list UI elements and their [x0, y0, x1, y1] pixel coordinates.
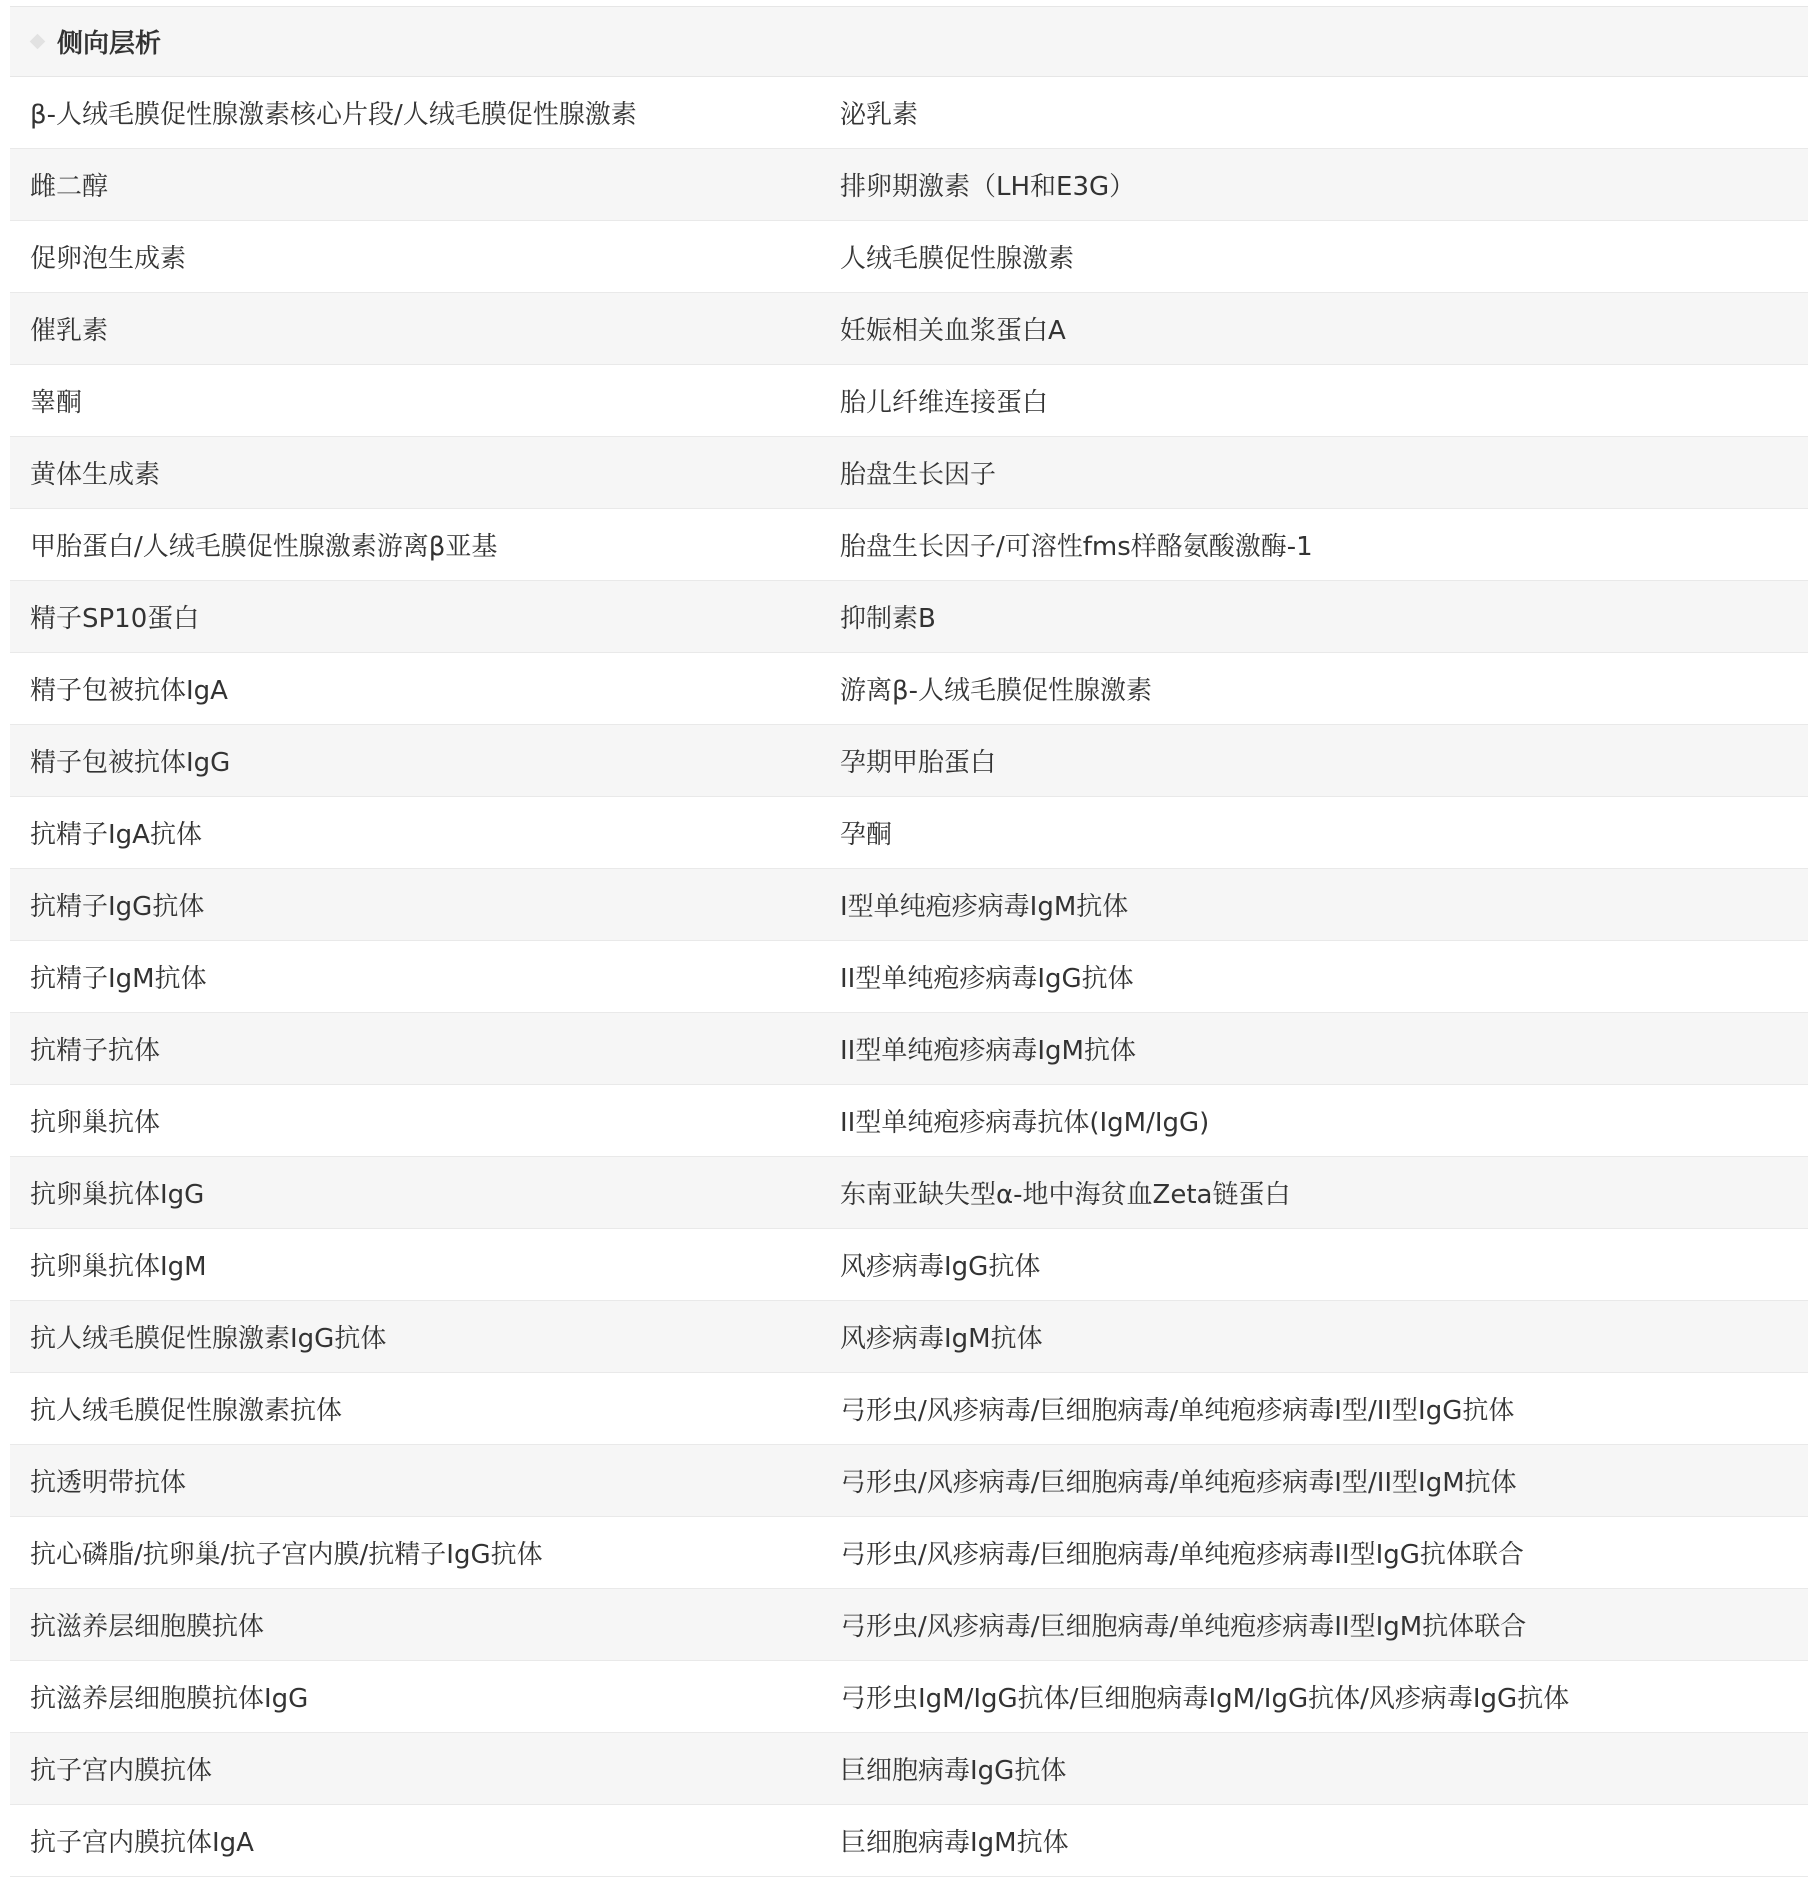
right-item: 弓形虫/风疹病毒/巨细胞病毒/单纯疱疹病毒II型IgM抗体联合	[840, 1612, 1527, 1642]
table-row	[10, 1445, 1808, 1517]
right-item: 人绒毛膜促性腺激素	[840, 244, 1075, 274]
left-item: 抗子宫内膜抗体	[30, 1756, 213, 1786]
table-row	[10, 1085, 1808, 1157]
right-item: II型单纯疱疹病毒抗体(IgM/IgG)	[840, 1108, 1210, 1138]
table-row	[10, 509, 1808, 581]
right-item: 排卵期激素（LH和E3G）	[840, 172, 1136, 202]
right-item: 巨细胞病毒IgG抗体	[840, 1756, 1067, 1786]
right-item: 东南亚缺失型α-地中海贫血Zeta链蛋白	[840, 1180, 1291, 1210]
left-item: 精子包被抗体IgG	[30, 748, 231, 778]
left-item: 抗透明带抗体	[30, 1468, 187, 1498]
table-row	[10, 1733, 1808, 1805]
left-item: 抗精子IgA抗体	[30, 820, 202, 850]
table-row	[10, 581, 1808, 653]
right-item: 弓形虫/风疹病毒/巨细胞病毒/单纯疱疹病毒II型IgG抗体联合	[840, 1540, 1524, 1570]
section-title: 侧向层析	[57, 29, 162, 59]
left-item: 雌二醇	[30, 172, 109, 202]
left-item: 抗卵巢抗体IgG	[30, 1180, 205, 1210]
right-item: 胎盘生长因子	[840, 460, 997, 490]
left-item: 抗卵巢抗体	[30, 1108, 161, 1138]
left-item: β-人绒毛膜促性腺激素核心片段/人绒毛膜促性腺激素	[30, 100, 637, 130]
table-row	[10, 1013, 1808, 1085]
left-item: 抗人绒毛膜促性腺激素抗体	[30, 1396, 343, 1426]
right-item: 孕期甲胎蛋白	[840, 748, 997, 778]
right-item: 弓形虫/风疹病毒/巨细胞病毒/单纯疱疹病毒I型/II型IgG抗体	[840, 1396, 1515, 1426]
left-item: 抗精子IgG抗体	[30, 892, 205, 922]
right-item: 游离β-人绒毛膜促性腺激素	[840, 676, 1152, 706]
table-row	[10, 725, 1808, 797]
left-item: 黄体生成素	[30, 460, 161, 490]
table-row	[10, 1805, 1808, 1877]
right-item: 弓形虫IgM/IgG抗体/巨细胞病毒IgM/IgG抗体/风疹病毒IgG抗体	[840, 1684, 1570, 1714]
left-item: 催乳素	[30, 316, 109, 346]
left-item: 抗子宫内膜抗体IgA	[30, 1828, 254, 1858]
right-item: 胎儿纤维连接蛋白	[840, 388, 1049, 418]
right-item: 抑制素B	[840, 604, 936, 634]
table-row	[10, 1373, 1808, 1445]
right-item: 弓形虫/风疹病毒/巨细胞病毒/单纯疱疹病毒I型/II型IgM抗体	[840, 1468, 1517, 1498]
table-row	[10, 869, 1808, 941]
table-row	[10, 1229, 1808, 1301]
left-item: 抗卵巢抗体IgM	[30, 1252, 207, 1282]
right-item: II型单纯疱疹病毒IgM抗体	[840, 1036, 1136, 1066]
lateral-flow-panel	[10, 6, 1808, 1877]
left-item: 精子包被抗体IgA	[30, 676, 228, 706]
table-row	[10, 365, 1808, 437]
right-item: 妊娠相关血浆蛋白A	[840, 316, 1066, 346]
left-item: 抗心磷脂/抗卵巢/抗子宫内膜/抗精子IgG抗体	[30, 1540, 543, 1570]
table-row	[10, 1661, 1808, 1733]
left-item: 精子SP10蛋白	[30, 604, 200, 634]
diamond-bullet-icon	[30, 34, 46, 50]
table-row	[10, 797, 1808, 869]
right-item: 巨细胞病毒IgM抗体	[840, 1828, 1069, 1858]
right-item: 泌乳素	[840, 100, 919, 130]
left-item: 甲胎蛋白/人绒毛膜促性腺激素游离β亚基	[30, 532, 498, 562]
table-row	[10, 293, 1808, 365]
table-row	[10, 1517, 1808, 1589]
left-item: 抗人绒毛膜促性腺激素IgG抗体	[30, 1324, 387, 1354]
right-item: 风疹病毒IgG抗体	[840, 1252, 1041, 1282]
left-item: 促卵泡生成素	[30, 244, 187, 274]
left-item: 抗精子IgM抗体	[30, 964, 207, 994]
table-row	[10, 149, 1808, 221]
table-row	[10, 653, 1808, 725]
left-item: 抗滋养层细胞膜抗体	[30, 1612, 265, 1642]
table-row	[10, 437, 1808, 509]
right-item: 胎盘生长因子/可溶性fms样酪氨酸激酶-1	[840, 532, 1313, 562]
table-row	[10, 1589, 1808, 1661]
right-item: II型单纯疱疹病毒IgG抗体	[840, 964, 1134, 994]
left-item: 睾酮	[30, 388, 83, 418]
table-row	[10, 1157, 1808, 1229]
table-row	[10, 221, 1808, 293]
right-item: 风疹病毒IgM抗体	[840, 1324, 1043, 1354]
table-row	[10, 77, 1808, 149]
right-item: 孕酮	[840, 820, 893, 850]
table-row	[10, 941, 1808, 1013]
section-header	[10, 6, 1808, 77]
table-row	[10, 1301, 1808, 1373]
left-item: 抗精子抗体	[30, 1036, 161, 1066]
right-item: I型单纯疱疹病毒IgM抗体	[840, 892, 1129, 922]
left-item: 抗滋养层细胞膜抗体IgG	[30, 1684, 309, 1714]
item-table	[10, 77, 1808, 1877]
